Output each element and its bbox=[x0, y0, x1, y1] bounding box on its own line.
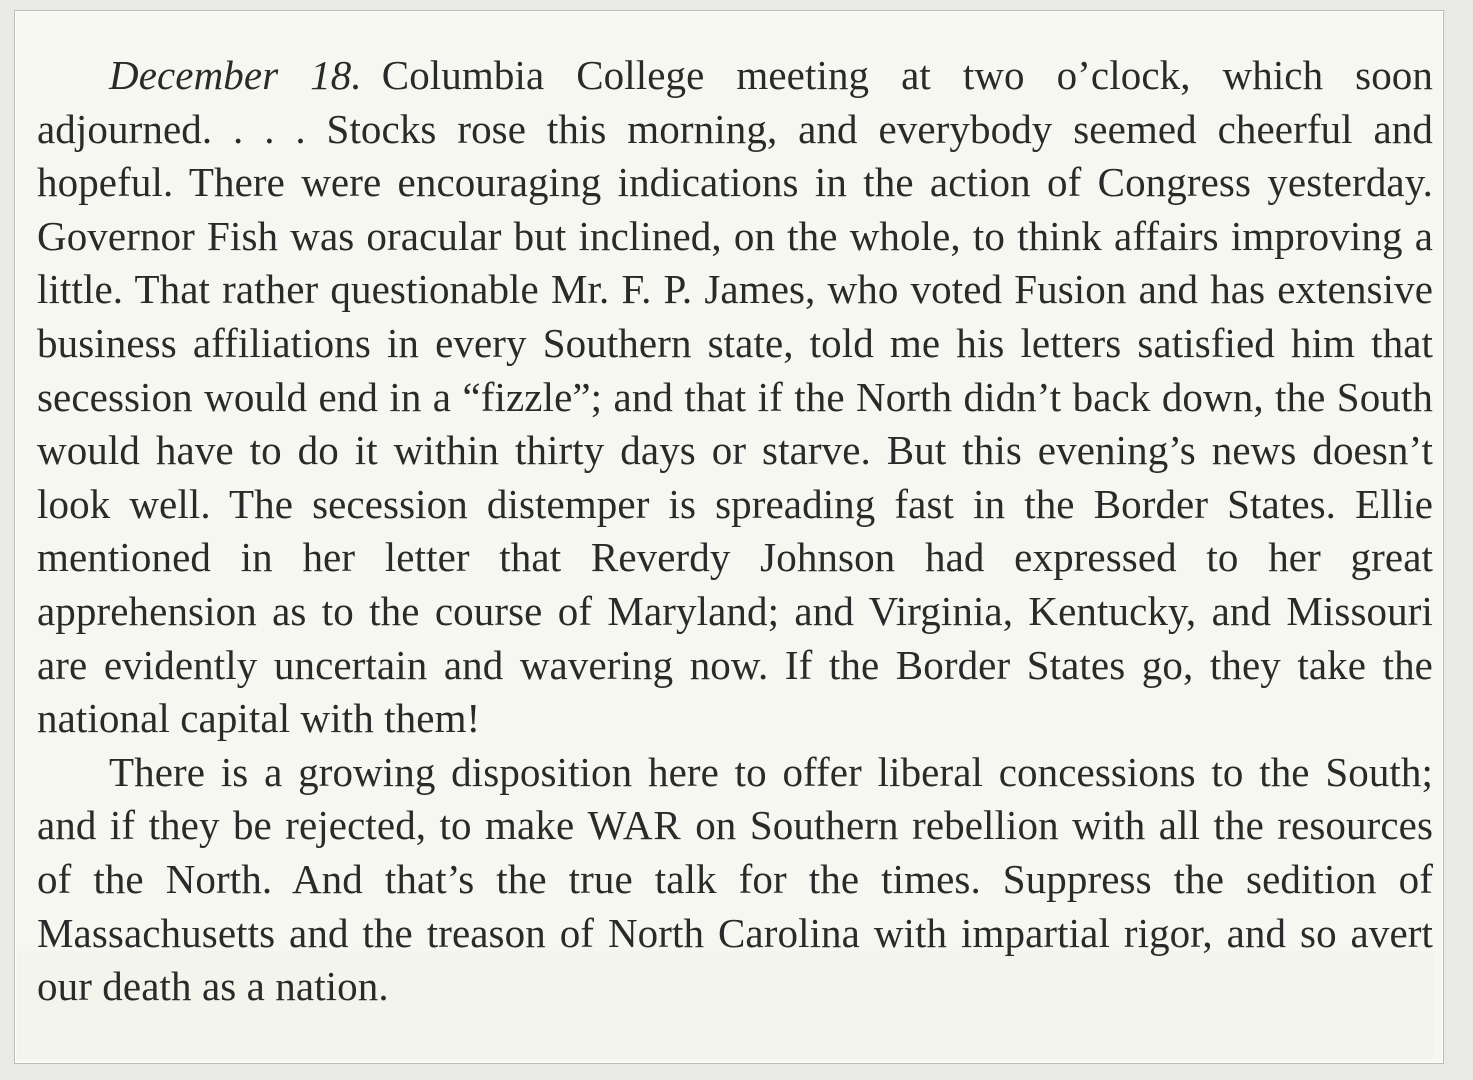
paragraph-1 bbox=[37, 49, 1433, 746]
entry-date: December 18. bbox=[109, 52, 362, 98]
paragraph-2-text-start: There is a growing disposition here to offer liberal concessions to the South; and if they be rejected, to make bbox=[37, 748, 1433, 849]
paragraph-2 bbox=[37, 746, 1433, 1014]
war-emphasis: WAR bbox=[587, 802, 682, 849]
paragraph-1-text: Columbia College meeting at two o’clock, which soon adjourned. . . . Stocks rose this morning, and everybody seemed cheerful and hopeful. There were encouraging indications in the action of Congress yesterday. Governor Fish was oracular but inclined, on the whole, to think affairs improving a little. That rather questionable Mr. F. P. James, who voted Fusion and has extensive business affiliations in every Southern state, told me his letters satisfied him that secession would end in a “fizzle”; and that if the North didn’t back down, the South would have to do it within thirty days or starve. But this evening’s news doesn’t look well. The secession distemper is spreading fast in the Border States. Ellie mentioned in her letter that Reverdy Johnson had expressed to her great apprehension as to the course of Maryland; and Virginia, Kentucky, and Missouri are evidently uncertain and wavering now. If the Border States go, they take the national capital with them! bbox=[37, 52, 1434, 742]
diary-entry bbox=[37, 49, 1433, 1014]
paragraph-2-text-end: on Southern rebellion with all the resources of the North. And that’s the true talk for the times. Suppress the sedition of Massachusetts and the treason of North Carolina with impartial rigor, and so avert our death as a nation. bbox=[37, 802, 1434, 1010]
newspaper-clipping bbox=[14, 10, 1444, 1064]
